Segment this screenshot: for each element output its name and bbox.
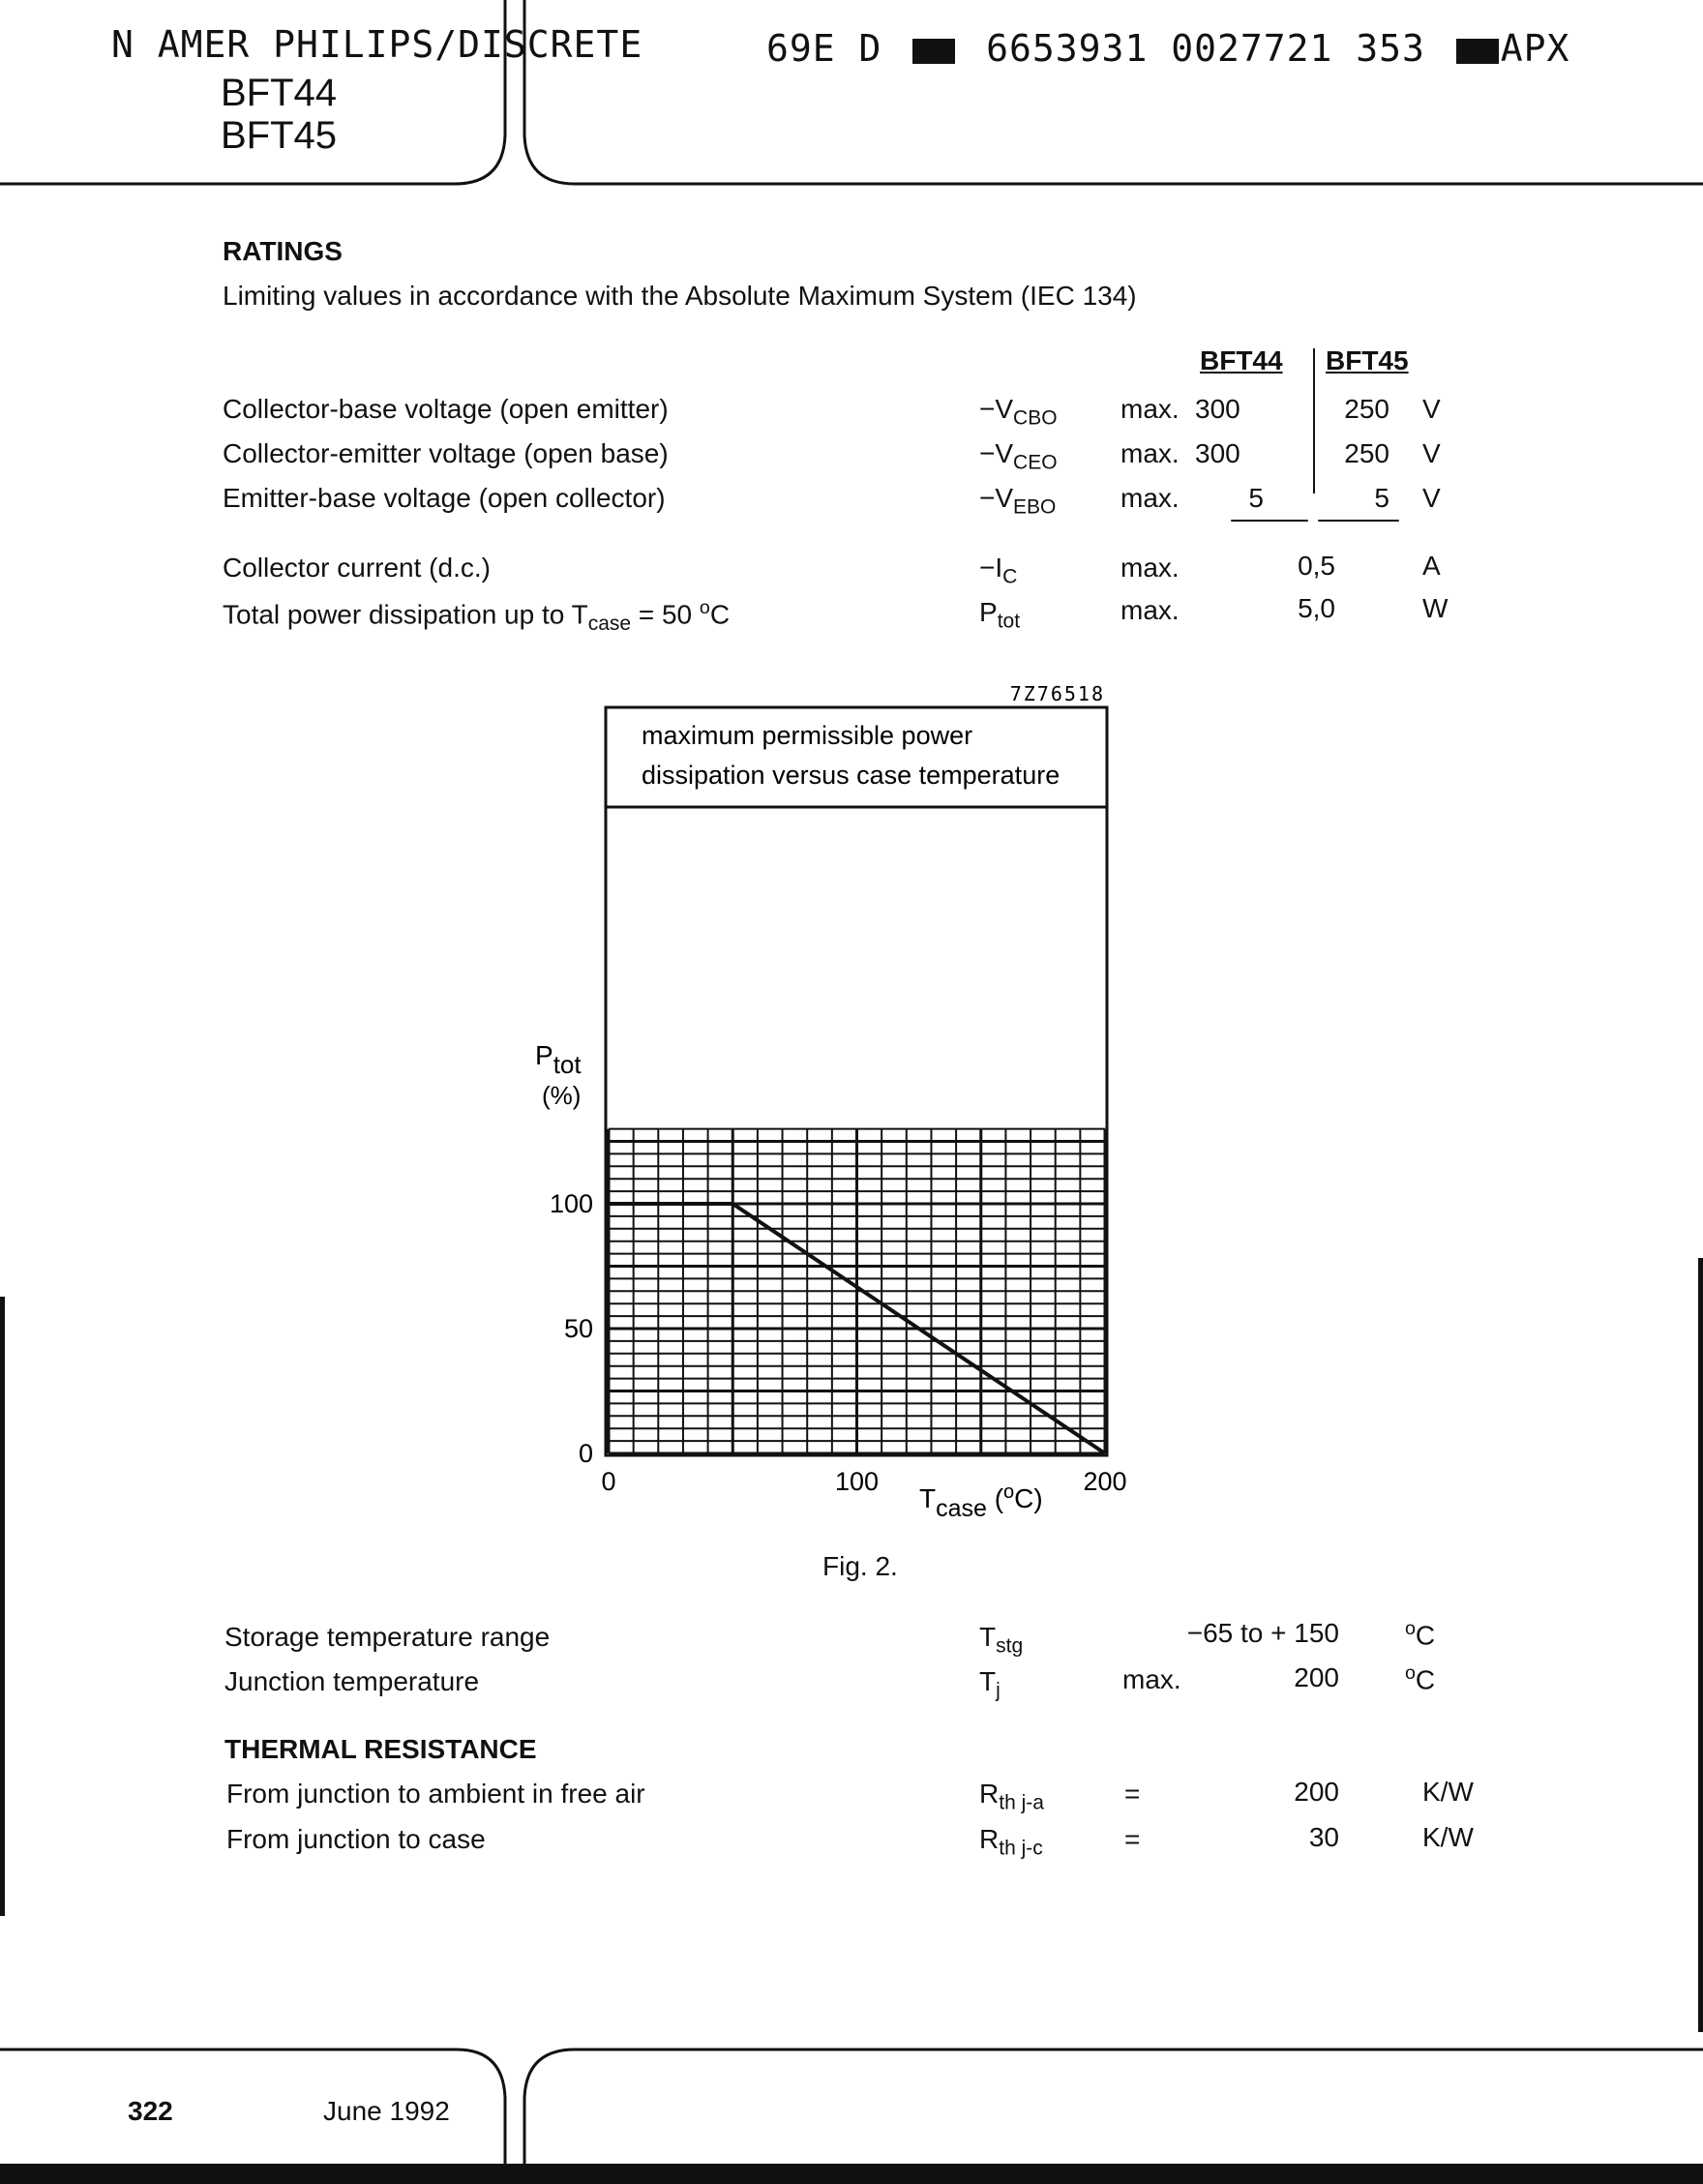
- temp-unit-2-sup: o: [1405, 1662, 1416, 1684]
- rating-param-3: Emitter-base voltage (open collector): [223, 483, 666, 513]
- temp-qual-2: max.: [1122, 1664, 1181, 1694]
- temp-symbol-1: [979, 1622, 1023, 1659]
- current-symbol-main: −I: [979, 553, 1003, 583]
- current-qual: max.: [1120, 553, 1180, 583]
- thermal-unit-1: K/W: [1422, 1777, 1474, 1807]
- power-value: 5,0: [1298, 593, 1335, 623]
- temp-symbol-2-sub: j: [996, 1679, 1001, 1702]
- power-param-sub: case: [587, 612, 632, 635]
- col-header-bft45: BFT45: [1326, 345, 1409, 375]
- current-unit: A: [1422, 551, 1441, 581]
- temp-symbol-1-main: T: [979, 1622, 997, 1652]
- temp-symbol-2-main: T: [979, 1666, 997, 1696]
- rating-bft45-2: 250: [1344, 438, 1389, 468]
- rating-param-1: Collector-base voltage (open emitter): [223, 394, 669, 424]
- power-unit: W: [1422, 593, 1449, 623]
- chart-title-line-1: maximum permissible power: [642, 721, 973, 750]
- header-code-c: APX: [1500, 27, 1570, 70]
- rating-bft44-2: 300: [1195, 438, 1240, 468]
- thermal-unit-2: K/W: [1422, 1822, 1474, 1852]
- temp-unit-1: [1405, 1618, 1435, 1651]
- temp-unit-2-main: C: [1415, 1664, 1436, 1695]
- chart-code: 7Z76518: [1009, 682, 1105, 705]
- header-company: N AMER PHILIPS/DISCRETE: [111, 23, 643, 66]
- current-param: Collector current (d.c.): [223, 553, 491, 583]
- x-axis-label-close: C): [1014, 1483, 1043, 1513]
- current-value: 0,5: [1298, 551, 1335, 581]
- thermal-param-2: From junction to case: [226, 1824, 486, 1854]
- y-axis-label-main: P: [535, 1040, 553, 1070]
- ratings-title: RATINGS: [223, 236, 343, 266]
- rating-symbol-3-main: −V: [979, 483, 1014, 513]
- rating-qual-3: max.: [1120, 483, 1180, 513]
- temp-unit-2: [1405, 1662, 1435, 1695]
- rating-bft44-3: 5: [1248, 483, 1264, 513]
- y-tick-label: 50: [563, 1314, 593, 1343]
- part-number-1: BFT44: [221, 72, 338, 114]
- power-qual: max.: [1120, 595, 1180, 625]
- rating-unit-1: V: [1422, 394, 1441, 424]
- temp-symbol-1-sub: stg: [996, 1634, 1024, 1658]
- thermal-value-2: 30: [1308, 1822, 1339, 1852]
- x-axis-label-sub: case: [936, 1495, 987, 1522]
- part-number-2: BFT45: [221, 114, 338, 157]
- thermal-qual-1: =: [1124, 1779, 1141, 1809]
- y-tick-label: 100: [549, 1189, 593, 1218]
- thermal-symbol-2-main: R: [979, 1824, 1000, 1854]
- temp-param-2: Junction temperature: [224, 1666, 480, 1696]
- power-symbol-main: P: [979, 597, 998, 627]
- x-tick-label: 0: [601, 1467, 616, 1496]
- rating-symbol-2-sub: CEO: [1013, 451, 1058, 474]
- thermal-symbol-2-sub: th j-c: [999, 1837, 1043, 1860]
- rating-qual-1: max.: [1120, 394, 1180, 424]
- x-axis-label-open: (: [986, 1483, 1004, 1513]
- footer-date: June 1992: [323, 2096, 450, 2126]
- temp-unit-1-main: C: [1415, 1620, 1436, 1651]
- current-symbol-sub: C: [1002, 565, 1018, 588]
- rating-unit-2: V: [1422, 438, 1441, 468]
- y-axis-label-sub: tot: [553, 1050, 582, 1079]
- page-number: 322: [128, 2096, 173, 2126]
- x-tick-label: 200: [1083, 1467, 1127, 1496]
- rating-bft44-1: 300: [1195, 394, 1240, 424]
- temp-value-2: 200: [1294, 1662, 1339, 1692]
- col-header-bft44: BFT44: [1200, 345, 1283, 375]
- temp-symbol-2: [979, 1666, 1001, 1703]
- thermal-symbol-1-sub: th j-a: [999, 1791, 1044, 1814]
- chart-ticks: [550, 1189, 1127, 1496]
- y-axis-unit: (%): [542, 1081, 582, 1110]
- rating-qual-2: max.: [1120, 438, 1180, 468]
- power-param-b: = 50: [631, 599, 700, 630]
- power-param-a: Total power dissipation up to T: [223, 599, 588, 630]
- power-symbol-sub: tot: [997, 610, 1021, 633]
- chart-title-line-2: dissipation versus case temperature: [642, 761, 1061, 790]
- x-tick-label: 100: [834, 1467, 880, 1496]
- thermal-symbol-2: [979, 1824, 1043, 1861]
- rating-bft45-1: 250: [1344, 394, 1389, 424]
- temp-value-1: −65 to + 150: [1186, 1618, 1339, 1648]
- thermal-symbol-1-main: R: [979, 1779, 1000, 1809]
- rating-symbol-1-sub: CBO: [1013, 406, 1058, 430]
- rating-param-2: Collector-emitter voltage (open base): [223, 438, 669, 468]
- y-tick-label: 0: [578, 1439, 593, 1468]
- thermal-title: THERMAL RESISTANCE: [224, 1734, 537, 1764]
- rating-symbol-2-main: −V: [979, 438, 1014, 468]
- thermal-symbol-1: [979, 1779, 1044, 1815]
- thermal-param-1: From junction to ambient in free air: [226, 1779, 645, 1809]
- temp-unit-1-sup: o: [1405, 1618, 1416, 1639]
- header-code-a: 69E D: [766, 27, 882, 70]
- rating-bft45-3: 5: [1374, 483, 1389, 513]
- ratings-subtitle: Limiting values in accordance with the Absolute Maximum System (IEC 134): [223, 281, 1137, 311]
- rating-symbol-3-sub: EBO: [1013, 495, 1057, 519]
- x-axis-label-main: T: [919, 1483, 937, 1513]
- figure-caption: Fig. 2.: [822, 1551, 898, 1581]
- thermal-value-1: 200: [1294, 1777, 1339, 1807]
- temp-param-1: Storage temperature range: [224, 1622, 551, 1652]
- power-param-c: C: [709, 599, 731, 630]
- rating-unit-3: V: [1422, 483, 1441, 513]
- x-axis-label: [919, 1481, 1043, 1522]
- y-axis-label: [535, 1040, 582, 1079]
- power-param-sup: o: [699, 597, 710, 618]
- rating-symbol-1-main: −V: [979, 394, 1014, 424]
- header-code-b: 6653931 0027721 353: [986, 27, 1425, 70]
- thermal-qual-2: =: [1124, 1824, 1141, 1854]
- x-axis-label-sup: o: [1003, 1481, 1015, 1503]
